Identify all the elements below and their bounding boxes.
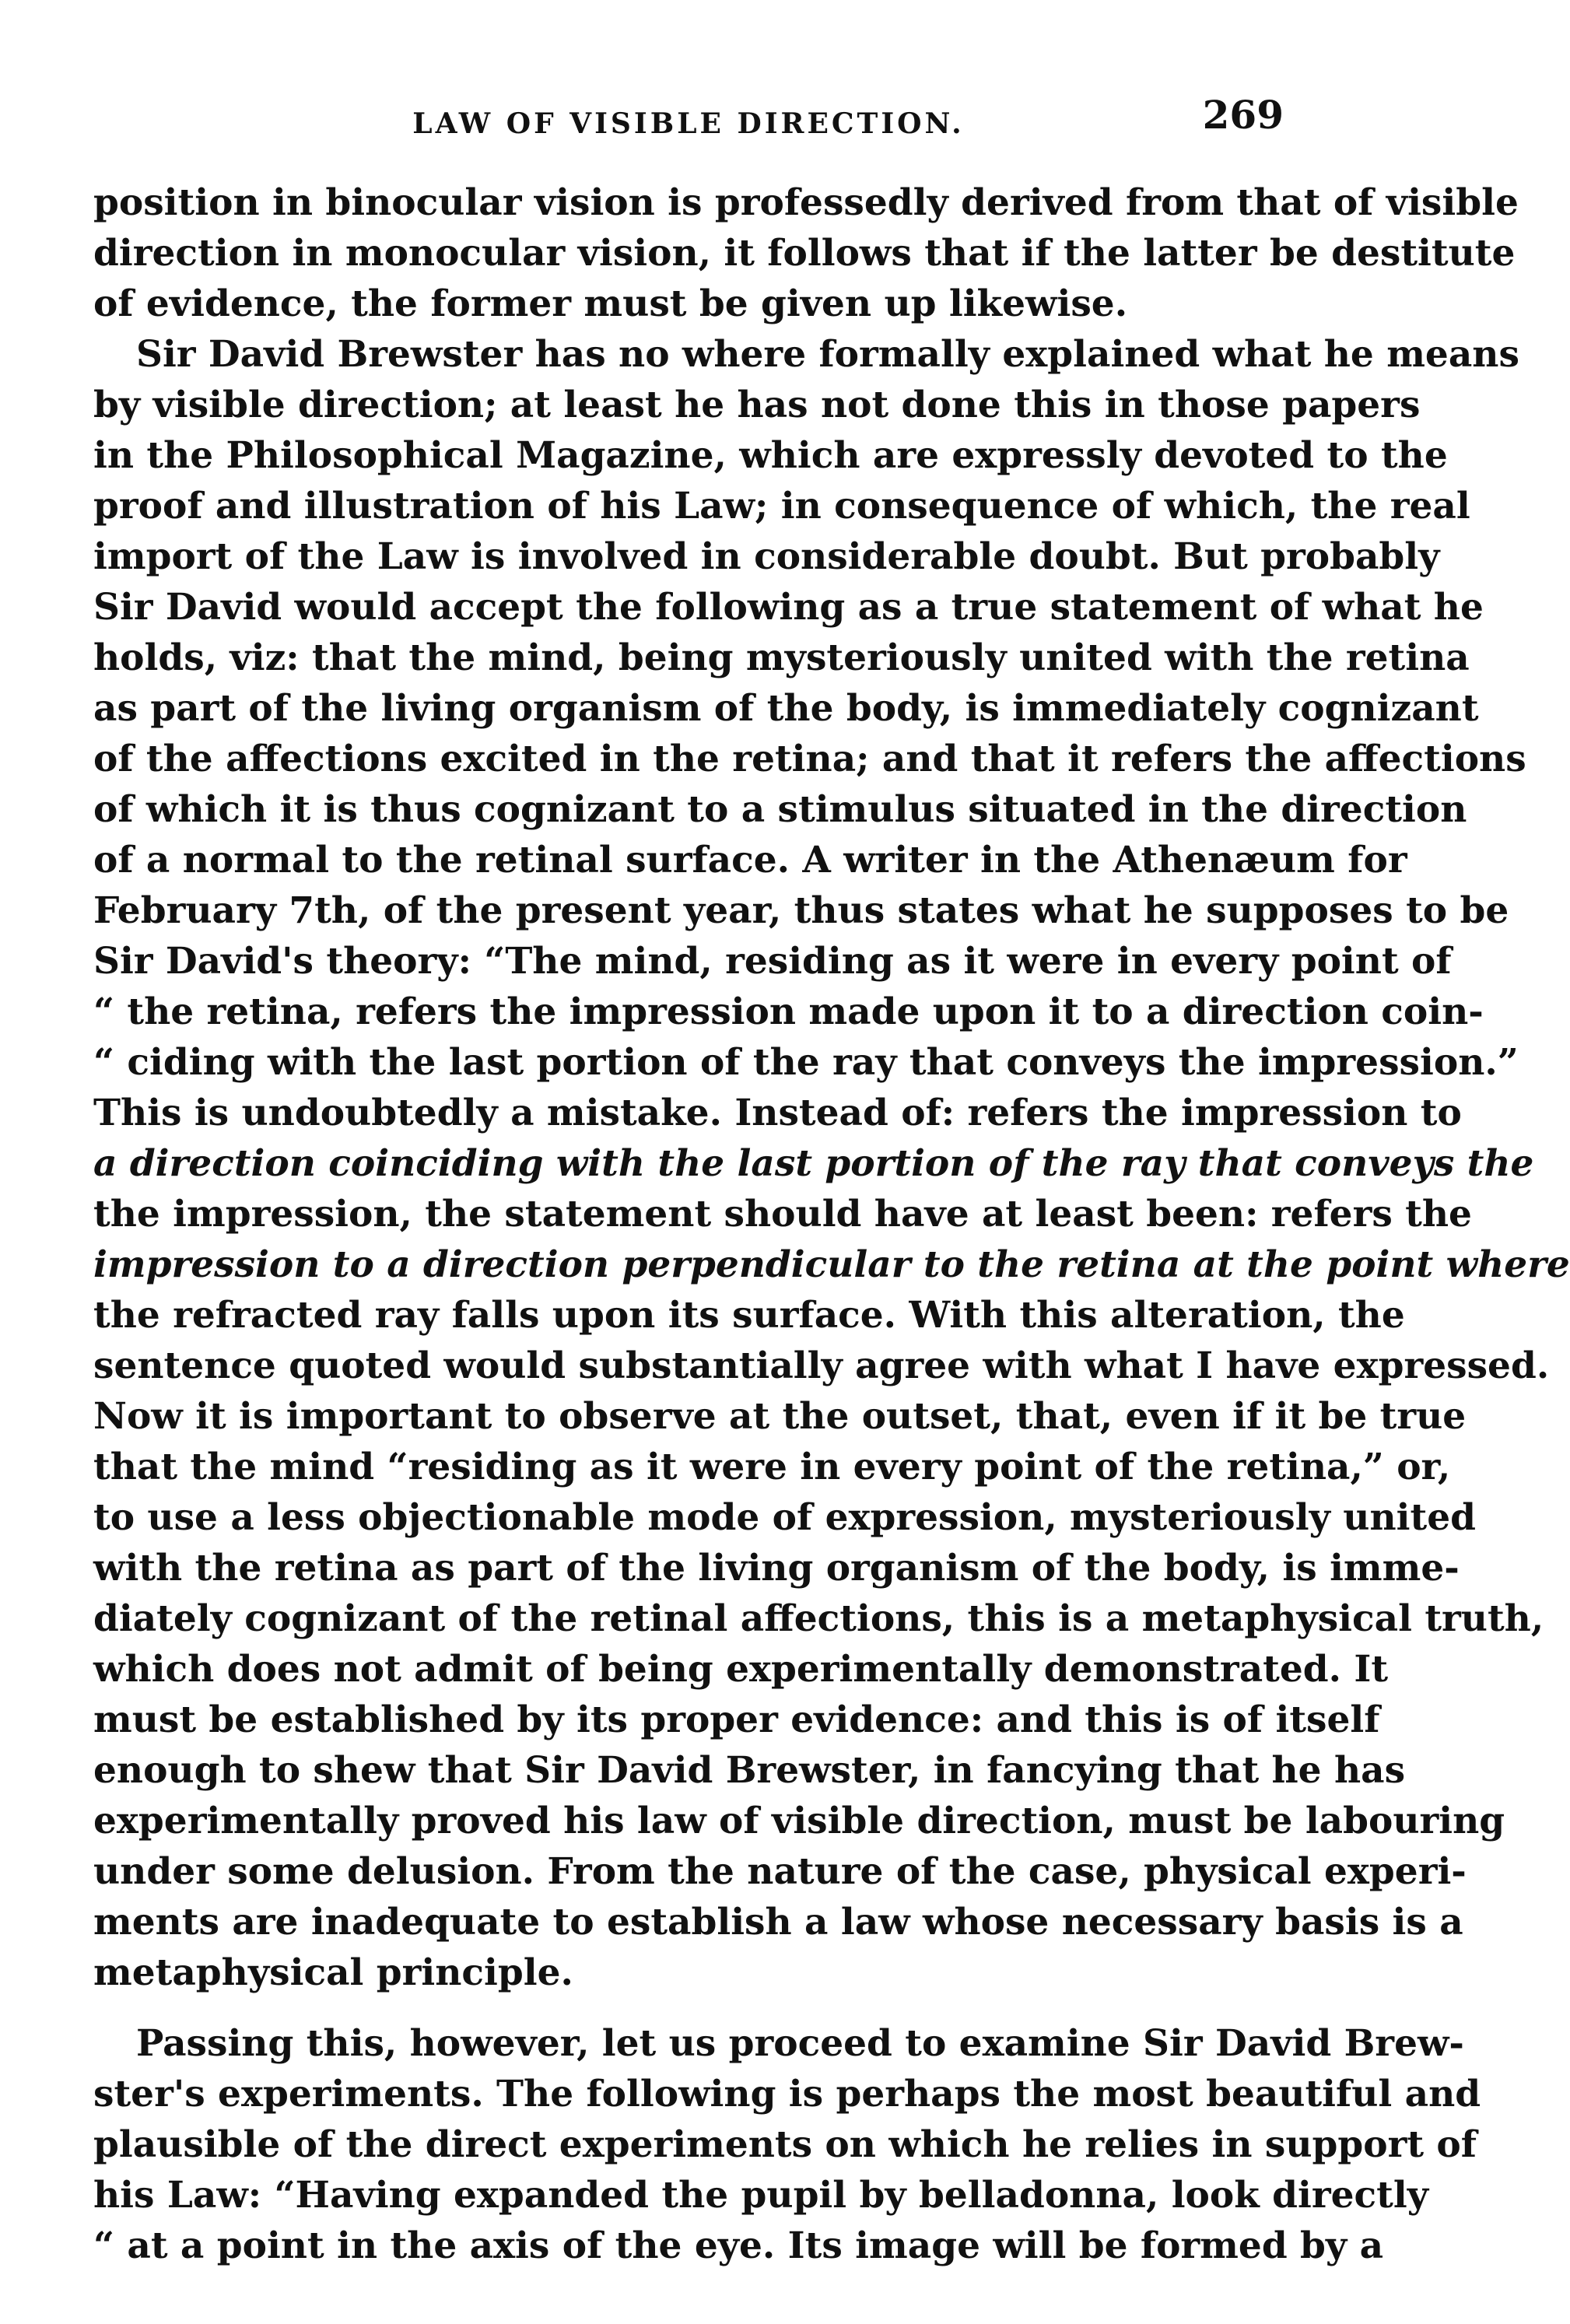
text-line: of a normal to the retinal surface. A writer in the Athenæum for [93, 839, 1407, 882]
page-number: 269 [1202, 92, 1284, 138]
text-line: proof and illustration of his Law; in consequence of which, the real [93, 485, 1470, 528]
text-line: of the affections excited in the retina; and that it refers the affections [93, 738, 1526, 780]
text-line: “ ciding with the last portion of the ray that conveys the impression.” [93, 1041, 1519, 1084]
text-line: diately cognizant of the retinal affections, this is a metaphysical truth, [93, 1597, 1544, 1640]
text-line: “ the retina, refers the impression made upon it to a direction coin- [93, 990, 1484, 1033]
text-line: his Law: “Having expanded the pupil by belladonna, look directly [93, 2174, 1429, 2217]
text-line: import of the Law is involved in considerable doubt. But probably [93, 535, 1440, 578]
text-line: the impression, the statement should have at least been: refers the [93, 1193, 1472, 1236]
text-line: Now it is important to observe at the outset, that, even if it be true [93, 1395, 1467, 1438]
text-line: of evidence, the former must be given up likewise. [93, 282, 1128, 325]
text-line: of which it is thus cognizant to a stimulus situated in the direction [93, 788, 1467, 831]
text-line: with the retina as part of the living organism of the body, is imme- [93, 1547, 1460, 1590]
text-line: must be established by its proper evidence: and this is of itself [93, 1698, 1380, 1741]
text-line: Sir David Brewster has no where formally explained what he means [136, 333, 1519, 376]
page-header [93, 92, 1284, 154]
text-line: February 7th, of the present year, thus states what he supposes to be [93, 889, 1509, 932]
text-line: Sir David would accept the following as a true statement of what he [93, 586, 1484, 629]
text-line: position in binocular vision is professedly derived from that of visible [93, 181, 1519, 224]
text-line: to use a less objectionable mode of expression, mysteriously united [93, 1496, 1476, 1539]
running-head: LAW OF VISIBLE DIRECTION. [412, 107, 965, 140]
text-line: plausible of the direct experiments on which he relies in support of [93, 2123, 1477, 2166]
text-line: ster's experiments. The following is perhaps the most beautiful and [93, 2073, 1481, 2115]
text-line: in the Philosophical Magazine, which are expressly devoted to the [93, 434, 1448, 477]
text-line: which does not admit of being experimentally demonstrated. It [93, 1648, 1389, 1691]
body-text [93, 177, 1570, 2271]
text-line: impression to a direction perpendicular to the retina at the point where [93, 1243, 1570, 1286]
text-line: by visible direction; at least he has not done this in those papers [93, 384, 1421, 426]
text-line: experimentally proved his law of visible direction, must be labouring [93, 1800, 1505, 1842]
text-line: that the mind “residing as it were in every point of the retina,” or, [93, 1446, 1451, 1488]
text-line: enough to shew that Sir David Brewster, in fancying that he has [93, 1749, 1406, 1792]
text-line: holds, viz: that the mind, being mysteriously united with the retina [93, 636, 1470, 679]
text-line: as part of the living organism of the body, is immediately cognizant [93, 687, 1479, 730]
text-line: under some delusion. From the nature of the case, physical experi- [93, 1850, 1467, 1893]
text-line: ments are inadequate to establish a law whose necessary basis is a [93, 1901, 1463, 1944]
text-line: Sir David's theory: “The mind, residing as it were in every point of [93, 940, 1452, 983]
text-line: “ at a point in the axis of the eye. Its image will be formed by a [93, 2224, 1384, 2267]
text-line: This is undoubtedly a mistake. Instead of: refers the impression to [93, 1092, 1462, 1134]
text-line: direction in monocular vision, it follows that if the latter be destitute [93, 232, 1516, 275]
text-line: Passing this, however, let us proceed to examine Sir David Brew- [136, 2022, 1464, 2065]
text-line: a direction coinciding with the last portion of the ray that conveys the [93, 1142, 1534, 1185]
text-line: sentence quoted would substantially agree with what I have expressed. [93, 1344, 1550, 1387]
text-line: the refracted ray falls upon its surface. With this alteration, the [93, 1294, 1405, 1337]
text-line: metaphysical principle. [93, 1951, 573, 1994]
